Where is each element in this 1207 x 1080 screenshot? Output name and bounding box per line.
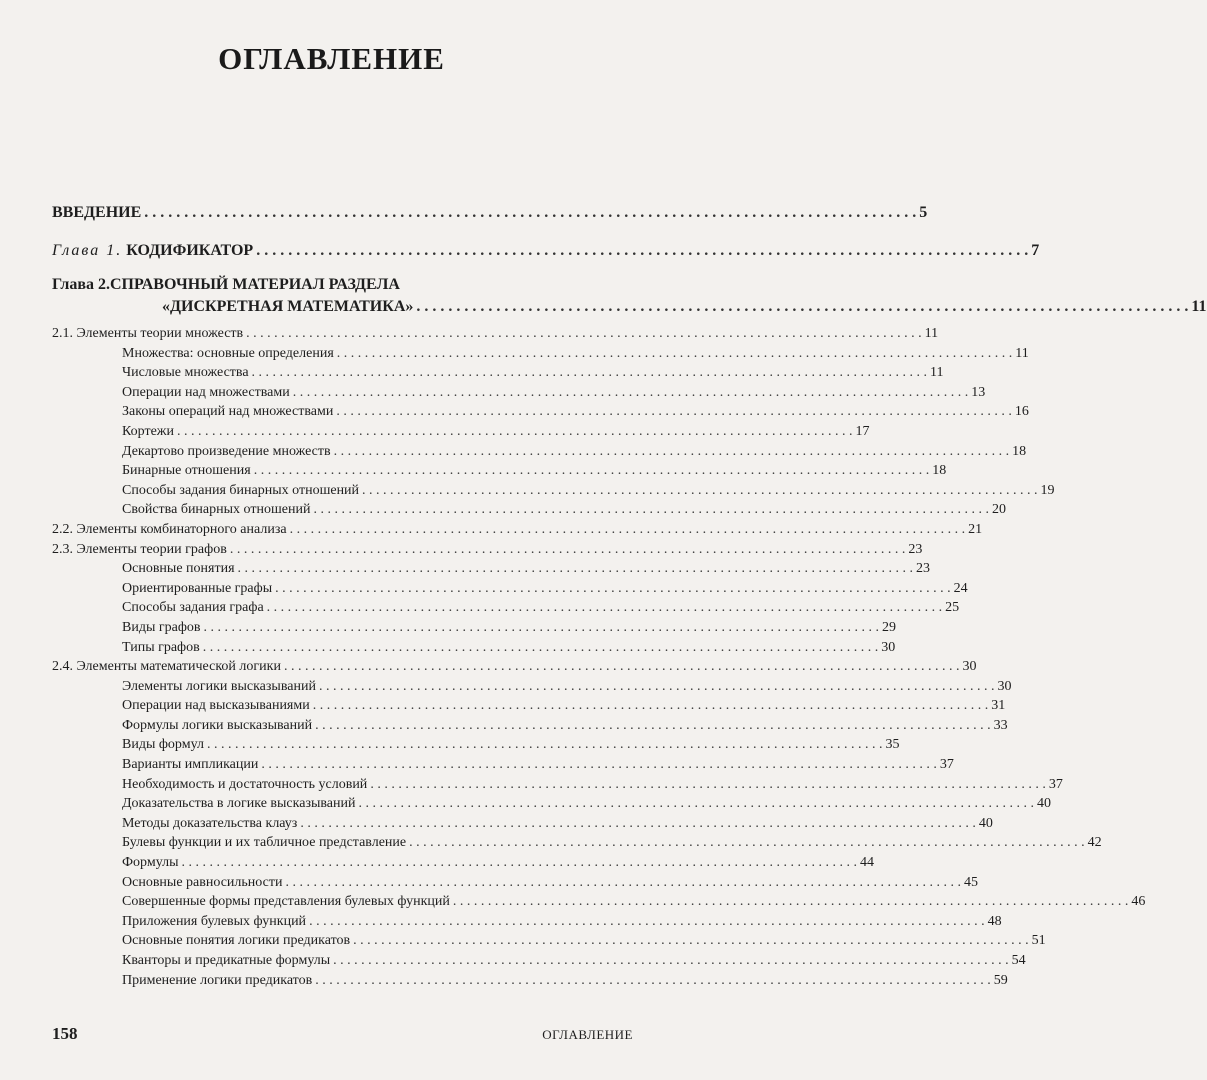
toc-entry [52, 971, 1008, 991]
toc-entry-page: 45 [963, 874, 978, 890]
toc-entry-page: 20 [991, 502, 1006, 518]
toc-entry-label: Варианты импликации [122, 757, 259, 773]
toc-entry [52, 383, 986, 403]
toc-entry [52, 833, 1102, 853]
page-title: ОГЛАВЛЕНИЕ [218, 40, 445, 76]
toc-entry-label: Доказательства в логике высказываний [122, 796, 356, 812]
toc-entry [52, 716, 1008, 736]
toc-entry [52, 236, 1040, 266]
toc-entry-label: Законы операций над множествами [122, 404, 334, 420]
dot-leader [204, 618, 880, 638]
table-of-contents [52, 198, 1207, 990]
toc-entry-page: 19 [1040, 482, 1055, 498]
toc-entry-page: 11 [1191, 298, 1207, 315]
toc-entry-page: 30 [997, 678, 1012, 694]
toc-entry-page: 40 [978, 815, 993, 831]
toc-entry-page: 24 [953, 580, 968, 596]
toc-entry-label: Глава 1. КОДИФИКАТОР [52, 242, 254, 259]
toc-entry [52, 892, 1146, 912]
toc-entry-page: 23 [908, 541, 923, 557]
toc-entry-page: 16 [1014, 404, 1029, 420]
toc-entry [52, 931, 1046, 951]
toc-entry-label: Декартово произведение множеств [122, 443, 331, 459]
dot-leader [370, 775, 1046, 795]
dot-leader [315, 971, 991, 991]
dot-leader [230, 540, 906, 560]
dot-leader [293, 383, 969, 403]
dot-leader [409, 833, 1085, 853]
toc-entry-label: «ДИСКРЕТНАЯ МАТЕМАТИКА» [162, 298, 414, 315]
toc-entry [52, 559, 931, 579]
toc-entry-label: Формулы логики высказываний [122, 717, 313, 733]
toc-entry [52, 618, 896, 638]
toc-entry [52, 755, 954, 775]
toc-entry-page: 37 [939, 757, 954, 773]
toc-entry [52, 274, 633, 296]
chapter-label: Глава 1. [52, 242, 123, 259]
dot-leader [290, 520, 966, 540]
toc-entry-label: Кванторы и предикатные формулы [122, 953, 331, 968]
running-head: ОГЛАВЛЕНИЕ [542, 1027, 633, 1042]
toc-entry-label: Применение логики предикатов [122, 972, 313, 988]
dot-leader [319, 677, 995, 697]
toc-entry-page: 33 [993, 717, 1008, 733]
toc-entry-label: Глава 2.СПРАВОЧНЫЙ МАТЕРИАЛ РАЗДЕЛА [52, 276, 400, 293]
toc-entry-label: Методы доказательства клауз [122, 815, 298, 831]
toc-entry-page: 54 [1011, 953, 1026, 968]
toc-entry [52, 402, 1029, 422]
dot-leader [353, 931, 1029, 951]
toc-entry-label: Необходимость и достаточность условий [122, 776, 368, 792]
toc-entry-page: 30 [962, 659, 977, 675]
toc-entry [52, 540, 923, 560]
dot-leader [313, 500, 989, 520]
page-number: 158 [52, 1024, 78, 1043]
toc-entry-page: 18 [932, 463, 947, 479]
toc-entry-page: 48 [987, 913, 1002, 929]
dot-leader [362, 481, 1038, 501]
toc-entry-label: 2.2. Элементы комбинаторного анализа [52, 521, 287, 537]
toc-entry [52, 853, 874, 873]
toc-entry-label: Виды графов [122, 619, 201, 635]
toc-entry-page: 44 [860, 855, 874, 871]
toc-entry-label: Способы задания графа [122, 600, 264, 616]
toc-entry-page: 37 [1048, 776, 1063, 792]
spacer [52, 266, 633, 274]
toc-entry-label: Совершенные формы представления булевых функций [122, 894, 450, 910]
toc-entry-label: Множества: основные определения [122, 345, 334, 361]
dot-leader [207, 735, 883, 755]
toc-entry-page: 7 [1031, 242, 1040, 259]
toc-entry-label: Способы задания бинарных отношений [122, 482, 360, 498]
toc-entry [52, 579, 968, 599]
toc-entry [52, 598, 960, 618]
dot-leader [256, 236, 1028, 266]
toc-entry-page: 18 [1012, 443, 1027, 459]
toc-entry-page: 51 [1031, 933, 1046, 949]
toc-entry-page: 42 [1087, 835, 1102, 851]
toc-entry-page: 59 [993, 972, 1008, 988]
toc-entry-label: 2.3. Элементы теории графов [52, 541, 227, 557]
dot-leader [203, 638, 879, 658]
dot-leader [238, 559, 914, 579]
toc-entry-page: 11 [924, 326, 939, 341]
toc-entry [52, 363, 944, 383]
toc-entry [52, 344, 1029, 364]
toc-entry-label: Операции над высказываниями [122, 698, 310, 714]
toc-entry-label: Основные понятия логики предикатов [122, 933, 351, 949]
dot-leader [285, 873, 961, 893]
dot-leader [334, 442, 1010, 462]
toc-entry-page: 25 [945, 600, 960, 616]
dot-leader [284, 657, 960, 677]
toc-entry-label: Кортежи [122, 423, 174, 439]
toc-entry-label: Элементы логики высказываний [122, 678, 316, 694]
dot-leader [333, 951, 1009, 971]
toc-entry [52, 775, 1063, 795]
toc-entry [52, 481, 1055, 501]
toc-entry-label: Типы графов [122, 639, 200, 655]
spacer [52, 228, 633, 236]
dot-leader [336, 402, 1012, 422]
dot-leader [254, 461, 930, 481]
toc-entry-label: Формулы [122, 855, 179, 871]
toc-entry-page: 11 [1015, 345, 1029, 361]
toc-entry [52, 912, 1002, 932]
toc-entry [52, 296, 1207, 318]
toc-entry [52, 951, 1026, 971]
dot-leader [337, 344, 1013, 364]
chapter-label: Глава 2. [52, 276, 110, 293]
dot-leader [315, 716, 991, 736]
toc-entry [52, 677, 1012, 697]
toc-entry [52, 873, 978, 893]
dot-leader [313, 696, 989, 716]
toc-entry [52, 638, 896, 658]
toc-entry-label: Свойства бинарных отношений [122, 502, 311, 518]
dot-leader [416, 296, 1188, 318]
toc-entry-label: Бинарные отношения [122, 463, 251, 479]
dot-leader [144, 198, 916, 228]
dot-leader [246, 324, 922, 344]
toc-entry-label: Булевы функции и их табличное представление [122, 835, 407, 851]
toc-entry [52, 657, 977, 677]
toc-entry-label: Операции над множествами [122, 384, 290, 400]
toc-entry-label: Приложения булевых функций [122, 913, 307, 929]
toc-entry [52, 198, 928, 228]
page-footer [52, 1024, 633, 1044]
toc-entry [52, 461, 947, 481]
toc-entry-label: ВВЕДЕНИЕ [52, 204, 142, 221]
toc-entry [52, 324, 939, 344]
toc-entry-page: 5 [919, 204, 928, 221]
dot-leader [252, 363, 928, 383]
dot-leader [359, 794, 1035, 814]
toc-entry-page: 40 [1037, 796, 1051, 812]
toc-entry [52, 794, 1051, 814]
toc-entry-label: 2.4. Элементы математической логики [52, 659, 281, 675]
dot-leader [177, 422, 853, 442]
toc-entry [52, 814, 993, 834]
toc-entry-label: Основные равносильности [122, 874, 283, 890]
dot-leader [309, 912, 985, 932]
toc-entry-label: Ориентированные графы [122, 580, 273, 596]
dot-leader [261, 755, 937, 775]
toc-entry-label: Виды формул [122, 737, 204, 753]
dot-leader [300, 814, 976, 834]
dot-leader [275, 579, 951, 599]
toc-entry-page: 31 [991, 698, 1006, 714]
toc-entry-page: 23 [916, 561, 931, 577]
toc-entry-page: 11 [930, 365, 944, 381]
dot-leader [453, 892, 1129, 912]
toc-entry-label: Числовые множества [122, 365, 249, 381]
toc-entry [52, 442, 1027, 462]
dot-leader [182, 853, 858, 873]
toc-entry-page: 13 [971, 384, 986, 400]
dot-leader [267, 598, 943, 618]
toc-entry [52, 422, 870, 442]
toc-entry [52, 500, 1006, 520]
toc-entry-label: Основные понятия [122, 561, 235, 577]
toc-entry [52, 735, 900, 755]
toc-entry-page: 30 [881, 639, 896, 655]
toc-entry-page: 46 [1131, 894, 1146, 910]
toc-entry [52, 520, 983, 540]
toc-entry-page: 29 [882, 619, 896, 635]
toc-entry-page: 35 [885, 737, 900, 753]
toc-entry [52, 696, 1006, 716]
toc-entry-page: 17 [855, 423, 870, 439]
toc-entry-page: 21 [968, 521, 983, 537]
toc-entry-label: 2.1. Элементы теории множеств [52, 326, 244, 341]
